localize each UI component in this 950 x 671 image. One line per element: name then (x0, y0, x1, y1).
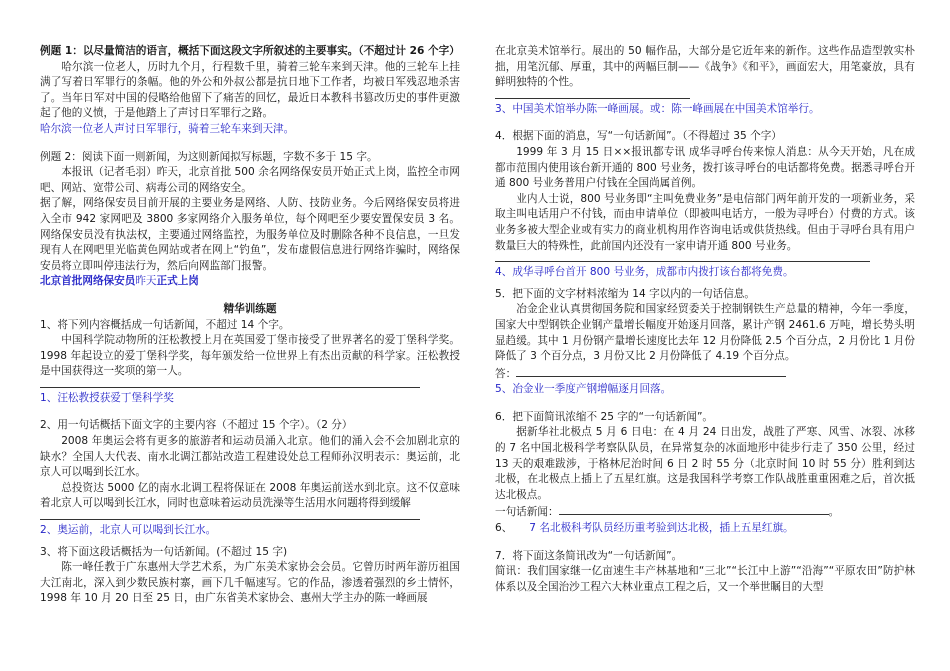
example2-paragraph-2: 据了解，网络保安员目前开展的主要业务是网络、人防、技防业务。今后网络保安员将进入全市 942 家网吧及 3800 多家网络介入服务单位，每个网吧至少要安置保安员 3 名。网络保安员没有执法权，主要通过网络监控，为服务单位及时删除各种不良信息，一旦发现有人在网吧里光临黄色网站或者在网上“钓鱼”，发布虚假信息进行网络诈骗时，网络保安员将立即叫停违法行为，然后向网监部门报警。 (40, 197, 460, 272)
question5: 5．把下面的文字材料浓缩为 14 字以内的一句话信息。 (495, 287, 756, 300)
question6-answer-number: 6、 (495, 522, 513, 535)
right-column (495, 44, 915, 595)
example2-answer-part-1: 北京首批网络保安员 (40, 275, 136, 288)
question3: 3、将下面这段话概括为一句话新闻。(不超过 15 字) (40, 545, 288, 558)
question6: 6．把下面简讯浓缩不 25 字的“一句话新闻”。 (495, 410, 714, 423)
example1-question (40, 44, 460, 60)
question5-answer-line (516, 365, 786, 377)
question4-paragraph-2: 业内人士说，800 号业务即“主叫免费业务”是电信部门两年前开发的一项新业务，采取主叫电话用户不付钱，而由申请单位（即被叫电话方，一般为寻呼台）付费的方式。该业务多被大型企业或有实力的商业机构用作咨询电话或供货热线。但由于寻呼台具有用户数量巨大的特殊性，此前国内还没有一家申请开通 800 号业务。 (495, 192, 915, 252)
question6-answer-text: 7 名北极科考队员经历重考验到达北极，插上五星红旗。 (529, 522, 794, 535)
question4: 4．根据下面的消息，写“一句话新闻”。（不得超过 35 个字） (495, 130, 782, 143)
question2: 2、用一句话概括下面文字的主要内容（不超过 15 个字）。（2 分） (40, 419, 353, 432)
example1-answer: 哈尔滨一位老人声讨日军罪行，骑着三轮车来到天津。 (40, 122, 295, 135)
question5-text: 冶金企业认真贯彻国务院和国家经贸委关于控制钢铁生产总量的精神，今年一季度，国家大中型钢铁企业钢产量增长幅度开始逐月回落，累计产钢 2461.6 万吨，增长势头明显趋缓。其中 1 月份钢产量增长速度比去年 12 月份降低 2.5 个百分点，2 月份比 1 月份降低了 3 个百分点，3 月份又比 2 月份降低了 4.19 个百分点。 (495, 303, 915, 363)
left-column (40, 44, 460, 607)
question3-continued: 在北京美术馆举行。展出的 50 幅作品，大部分是它近年来的新作。这些作品造型敦实朴拙，用笔沉郁、厚重，其中的两幅巨制——《战争》《和平》，画面宏大，用笔豪放，具有鲜明独特的个性。 (495, 45, 915, 89)
question1-answer: 1、汪松教授获爱丁堡科学奖 (40, 391, 174, 404)
example2-question: 例题 2：阅读下面一则新闻，为这则新闻拟写标题，字数不多于 15 字。 (40, 150, 378, 163)
question1-answer-line (40, 380, 420, 388)
question2-answer: 2、奥运前，北京人可以喝到长江水。 (40, 524, 217, 537)
question3-answer-line (495, 91, 690, 99)
question1-text: 中国科学院动物所的汪松教授上月在英国爱丁堡市接受了世界著名的爱丁堡科学奖。1998 年起设立的爱丁堡科学奖，每年颁发给一位世界上有杰出贡献的科学家。汪松教授是中国获得这一奖项的第一人。 (40, 334, 460, 378)
question2-paragraph-2: 总投资达 5000 亿的南水北调工程将保证在 2008 年奥运前送水到北京。这不仅意味着北京人可以喝到长江水，同时也意味着运动员洗澡等生活用水问题将得到缓解 (40, 481, 460, 510)
question4-answer-line (495, 254, 870, 262)
question3-answer: 3、中国美术馆举办陈一峰画展。或：陈一峰画展在中国美术馆举行。 (495, 102, 820, 115)
question2-paragraph-1: 2008 年奥运会将有更多的旅游者和运动员涌入北京。他们的涌入会不会加剧北京的缺水？全国人大代表、南水北调江都站改造工程建设处总工程师孙汉明表示：奥运前，北京人可以喝到长江水。 (40, 435, 460, 479)
example2-answer-part-3: 正式上岗 (156, 275, 199, 288)
question7: 7．将下面这条简讯改为“一句话新闻”。 (495, 549, 683, 562)
question1: 1、将下列内容概括成一句话新闻，不超过 14 个字。 (40, 318, 290, 331)
example2-answer-part-2: 昨天 (135, 275, 157, 288)
question6-text: 据新华社北极点 5 月 6 日电：在 4 月 24 日出发，战胜了严寒、风雪、冰裂、冰移的 7 名中国北极科学考察队队员，在异常复杂的冰面地形中徒步行走了 350 公里，经过 13 天的艰难跋涉，于格林尼治时间 6 日 2 时 55 分（北京时间 10 时 55 分）胜利到达北极，在北极点上插上了五星红旗。这是我国科学考察工作队战胜重重困难之后，首次抵达北极点。 (495, 426, 915, 501)
training-title: 精华训练题 (223, 302, 277, 315)
example2-answer (40, 274, 460, 290)
question4-answer: 4、成华寻呼台首开 800 号业务，成都市内拨打该台都将免费。 (495, 266, 794, 279)
question6-answer-label: 一句话新闻： (495, 506, 559, 519)
question6-answer-line (559, 503, 829, 515)
question5-answer-label: 答： (495, 367, 517, 380)
example2-paragraph-1: 本报讯（记者毛羽）昨天，北京首批 500 余名网络保安员开始正式上岗，监控全市网吧、网站、宽带公司、病毒公司的网络安全。 (40, 166, 460, 194)
question2-answer-line (40, 512, 420, 520)
question4-paragraph-1: 1999 年 3 月 15 日××报讯都专讯 成华寻呼台传来惊人消息：从今天开始，凡在成都市范围内使用该台新开通的 800 号业务，拨打该寻呼台的电话都将免费。据悉寻呼台开通 800 号业务普用户付钱在全国尚属首例。 (495, 145, 915, 190)
question6-answer (495, 521, 915, 537)
question3-text: 陈一峰任教于广东惠州大学艺术系，为广东美术家协会会员。它曾历时两年游历祖国大江南北，深入到少数民族村寨，画下几千幅速写。它的作品，渗透着强烈的乡土情怀，1998 年 10 月 20 日至 25 日，由广东省美术家协会、惠州大学主办的陈一峰画展 (40, 561, 460, 605)
example1-text: 哈尔滨一位老人，历时九个月，行程数千里，骑着三轮车来到天津。他的三轮车上挂满了写着日军罪行的条幅。他的外公和外叔公都是抗日地下工作者，均被日军残忍地杀害了。当年日军对中国的侵略给他留下了痛苦的回忆，最近日本教科书篡改历史的事件更激起了他的义愤，于是他踏上了声讨日军罪行之路。 (40, 60, 460, 120)
question6-answer-end: 。 (828, 506, 840, 519)
question6-answer-row (495, 503, 915, 521)
example1-label: 例题 1：以尽量简洁的语言，概括下面这段文字所叙述的主要事实。（不超过计 26 个字） (40, 45, 460, 57)
question7-text: 简讯：我们国家继一亿亩速生丰产林基地和“三北”“长江中上游”“沿海”“平原农田”防护林体系以及全国治沙工程六大林业重点工程之后，又一个举世瞩目的大型 (495, 565, 915, 593)
question5-answer-row (495, 365, 915, 383)
question5-answer: 5、冶金业一季度产钢增幅逐月回落。 (495, 383, 672, 396)
